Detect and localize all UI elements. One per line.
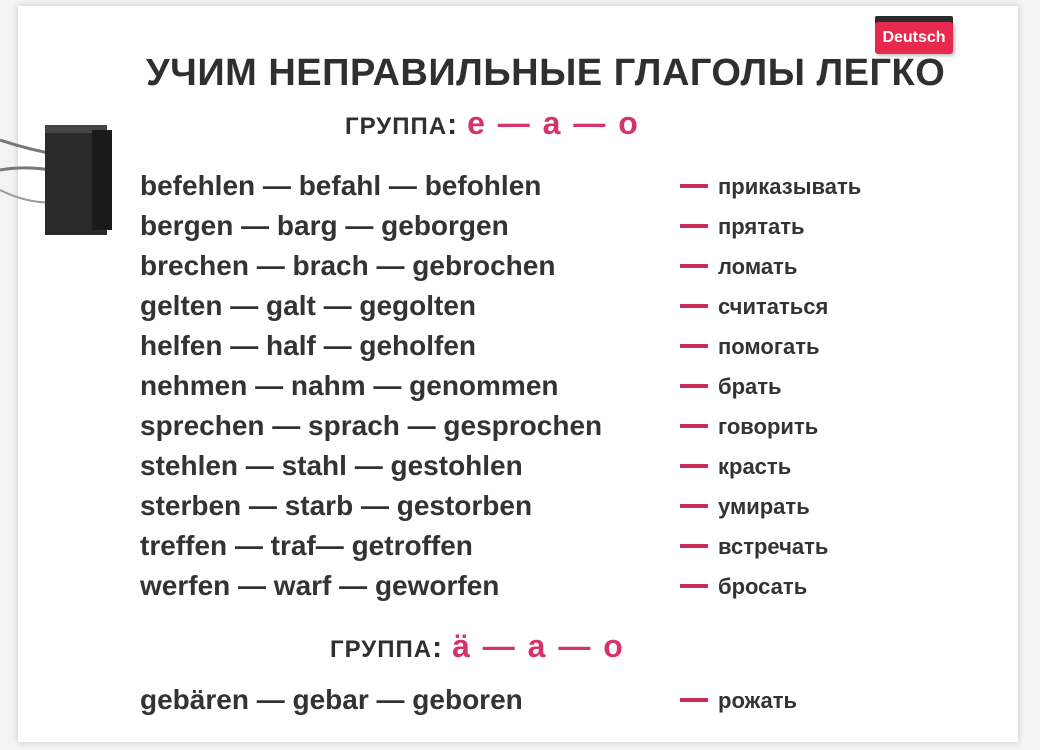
verb-forms: treffen — traf— getroffen xyxy=(140,530,473,561)
group-2-header xyxy=(330,628,625,665)
verb-row xyxy=(140,490,1020,526)
verb-translation: приказывать xyxy=(718,174,862,199)
verb-forms: helfen — half — geholfen xyxy=(140,330,477,361)
verb-translation: умирать xyxy=(718,494,810,519)
verb-translation-wrap xyxy=(680,214,805,240)
group-1-colon: : xyxy=(447,108,458,141)
verb-row xyxy=(140,684,1020,720)
verb-translation: красть xyxy=(718,454,792,479)
verb-forms: bergen — barg — geborgen xyxy=(140,210,509,241)
verb-translation-wrap xyxy=(680,254,797,280)
verb-translation-wrap xyxy=(680,374,782,400)
dash-marker xyxy=(680,344,708,348)
verb-row xyxy=(140,250,1020,286)
dash-marker xyxy=(680,464,708,468)
verb-translation: рожать xyxy=(718,688,797,713)
verb-translation: считаться xyxy=(718,294,829,319)
verb-translation: встречать xyxy=(718,534,829,559)
verb-translation-wrap xyxy=(680,414,818,440)
verb-forms: nehmen — nahm — genommen xyxy=(140,370,559,401)
verb-row xyxy=(140,410,1020,446)
verb-translation: брать xyxy=(718,374,782,399)
verb-row xyxy=(140,530,1020,566)
verb-forms: werfen — warf — geworfen xyxy=(140,570,500,601)
verb-translation: помогать xyxy=(718,334,820,359)
page-title: УЧИМ НЕПРАВИЛЬНЫЕ ГЛАГОЛЫ ЛЕГКО xyxy=(146,52,946,94)
dash-marker xyxy=(680,544,708,548)
verb-translation: ломать xyxy=(718,254,798,279)
verb-translation: говорить xyxy=(718,414,819,439)
group-1-header xyxy=(345,105,640,142)
dash-marker xyxy=(680,384,708,388)
verb-translation-wrap xyxy=(680,294,828,320)
dash-marker xyxy=(680,698,708,702)
binder-clip-icon xyxy=(0,110,130,250)
verb-translation-wrap xyxy=(680,574,807,600)
verb-row xyxy=(140,290,1020,326)
verb-translation-wrap xyxy=(680,534,828,560)
verb-row xyxy=(140,170,1020,206)
dash-marker xyxy=(680,264,708,268)
group-2-colon: : xyxy=(432,631,443,664)
verb-row xyxy=(140,450,1020,486)
dash-marker xyxy=(680,224,708,228)
group-1-label: ГРУППА xyxy=(345,113,448,140)
verb-row xyxy=(140,210,1020,246)
verb-forms: befehlen — befahl — befohlen xyxy=(140,170,542,201)
group-2-label: ГРУППА xyxy=(330,636,433,663)
group-2-pattern: ä — а — о xyxy=(452,628,625,664)
verb-forms: gebären — gebar — geboren xyxy=(140,684,523,715)
dash-marker xyxy=(680,584,708,588)
verb-forms: sterben — starb — gestorben xyxy=(140,490,533,521)
verb-forms: stehlen — stahl — gestohlen xyxy=(140,450,523,481)
verb-translation-wrap xyxy=(680,334,820,360)
deutsch-badge: Deutsch xyxy=(875,22,953,54)
dash-marker xyxy=(680,504,708,508)
verb-translation-wrap xyxy=(680,494,810,520)
dash-marker xyxy=(680,304,708,308)
verb-translation-wrap xyxy=(680,454,791,480)
verb-translation-wrap xyxy=(680,174,861,200)
verb-forms: gelten — galt — gegolten xyxy=(140,290,477,321)
verb-forms: sprechen — sprach — gesprochen xyxy=(140,410,603,441)
verb-translation: прятать xyxy=(718,214,805,239)
verb-row xyxy=(140,570,1020,606)
group-1-pattern: е — а — о xyxy=(467,105,640,141)
verb-forms: brechen — brach — gebrochen xyxy=(140,250,556,281)
dash-marker xyxy=(680,424,708,428)
verb-row xyxy=(140,370,1020,406)
dash-marker xyxy=(680,184,708,188)
verb-translation: бросать xyxy=(718,574,808,599)
verb-translation-wrap xyxy=(680,688,797,714)
verb-row xyxy=(140,330,1020,366)
